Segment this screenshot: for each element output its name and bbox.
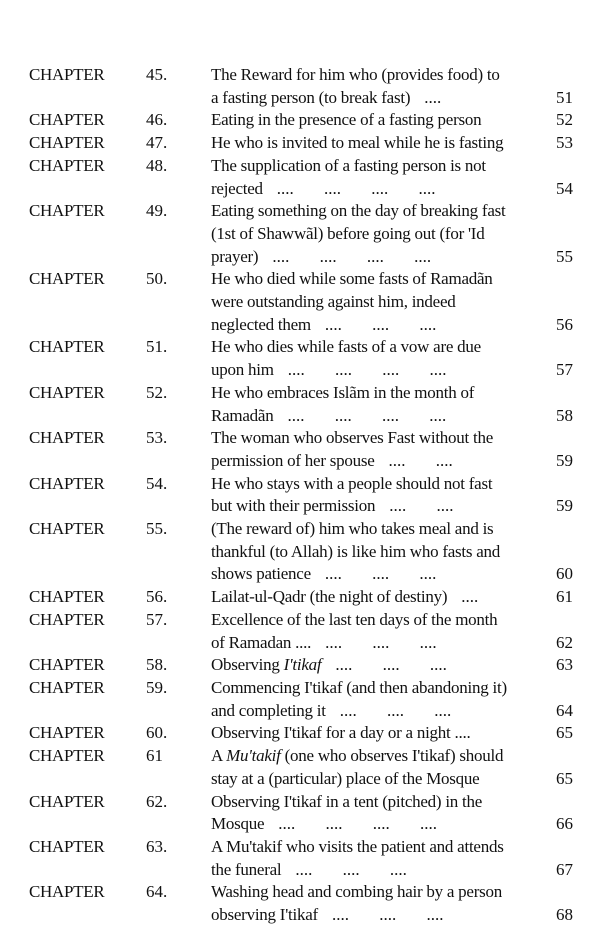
title-italic-term: I'tikaf <box>283 655 322 675</box>
chapter-label: CHAPTER <box>29 882 105 902</box>
dot-leader: .... .... .... .... <box>287 360 447 380</box>
chapter-title-line <box>211 382 537 405</box>
title-text: rejected <box>211 178 263 198</box>
chapter-number: 59. <box>146 677 168 697</box>
chapter-title <box>211 722 537 745</box>
chapter-number: 47. <box>146 133 168 153</box>
title-text: Observing I'tikaf for a day or a night .... <box>211 723 471 743</box>
chapter-title <box>211 268 537 336</box>
title-text: observing I'tikaf <box>211 905 318 925</box>
page-number: 65 <box>556 768 573 788</box>
chapter-number: 58. <box>146 655 168 675</box>
chapter-number: 62. <box>146 791 168 811</box>
chapter-title <box>211 745 537 790</box>
toc-entry <box>0 836 600 881</box>
title-text: Lailat-ul-Qadr (the night of destiny) <box>211 587 448 607</box>
title-text: Observing I'tikaf in a tent (pitched) in the <box>211 791 483 811</box>
chapter-title <box>211 64 537 109</box>
chapter-title-line <box>211 495 537 518</box>
dot-leader: .... <box>461 587 479 607</box>
toc-entry <box>0 881 600 926</box>
title-text: stay at a (particular) place of the Mosque <box>211 768 480 788</box>
dot-leader: .... .... .... .... <box>287 405 447 425</box>
chapter-title <box>211 654 537 677</box>
page-number: 57 <box>556 360 573 380</box>
toc-entry <box>0 609 600 654</box>
chapter-label: CHAPTER <box>29 428 105 448</box>
chapter-label: CHAPTER <box>29 791 105 811</box>
page-number: 60 <box>556 564 573 584</box>
toc-entry <box>0 155 600 200</box>
chapter-title <box>211 518 537 586</box>
title-text: He who stays with a people should not fast <box>211 473 493 493</box>
title-text: of Ramadan .... <box>211 632 312 652</box>
chapter-title-line <box>211 314 537 337</box>
title-lead: A <box>211 746 227 766</box>
title-text: He who dies while fasts of a vow are due <box>211 337 481 357</box>
page-number: 63 <box>556 655 573 675</box>
chapter-title <box>211 200 537 268</box>
title-italic-term: Mu'takif <box>226 746 281 766</box>
chapter-title-line <box>211 473 537 496</box>
chapter-title <box>211 791 537 836</box>
title-text: Mosque <box>211 814 265 834</box>
chapter-label: CHAPTER <box>29 133 105 153</box>
title-text: a fasting person (to break fast) <box>211 87 411 107</box>
page-number: 67 <box>556 859 573 879</box>
chapter-label: CHAPTER <box>29 836 105 856</box>
title-text: (1st of Shawwãl) before going out (for 'Id <box>211 223 485 243</box>
chapter-label: CHAPTER <box>29 655 105 675</box>
chapter-title <box>211 881 537 926</box>
toc-entry <box>0 132 600 155</box>
chapter-title-line <box>211 632 537 655</box>
title-text: but with their permission <box>211 496 376 516</box>
chapter-title-line <box>211 609 537 632</box>
page-number: 53 <box>556 133 573 153</box>
title-text: Observing <box>211 655 284 675</box>
chapter-number: 53. <box>146 428 168 448</box>
chapter-number: 49. <box>146 201 168 221</box>
chapter-title <box>211 586 537 609</box>
title-text: shows patience <box>211 564 311 584</box>
title-text: (one who observes I'tikaf) should <box>284 746 504 766</box>
title-text: neglected them <box>211 314 311 334</box>
dot-leader: .... .... .... <box>324 564 437 584</box>
dot-leader: .... .... .... .... <box>272 246 432 266</box>
chapter-label: CHAPTER <box>29 337 105 357</box>
title-text: The woman who observes Fast without the <box>211 428 494 448</box>
page-number: 68 <box>556 905 573 925</box>
chapter-number: 64. <box>146 882 168 902</box>
chapter-title <box>211 336 537 381</box>
title-text: Ramadãn <box>211 405 274 425</box>
chapter-title-line <box>211 64 537 87</box>
toc-entry <box>0 336 600 381</box>
chapter-title <box>211 109 537 132</box>
dot-leader: .... .... .... <box>339 700 452 720</box>
chapter-number: 63. <box>146 836 168 856</box>
title-text: Eating something on the day of breaking fast <box>211 201 506 221</box>
chapter-number: 56. <box>146 587 168 607</box>
chapter-title-line <box>211 541 537 564</box>
chapter-title-line <box>211 178 537 201</box>
dot-leader: .... .... <box>389 496 454 516</box>
page-number: 66 <box>556 814 573 834</box>
chapter-title-line <box>211 904 537 927</box>
page-number: 62 <box>556 632 573 652</box>
dot-leader: .... .... .... .... <box>276 178 436 198</box>
chapter-title-line <box>211 246 537 269</box>
page-number: 56 <box>556 314 573 334</box>
page-number: 65 <box>556 723 573 743</box>
title-text: the funeral <box>211 859 282 879</box>
toc-entry <box>0 722 600 745</box>
dot-leader: .... .... .... <box>295 859 407 879</box>
chapter-title-line <box>211 586 537 609</box>
chapter-title-line <box>211 336 537 359</box>
toc-entry <box>0 745 600 790</box>
toc-entry <box>0 64 600 109</box>
title-text: A Mu'takif who visits the patient and attends <box>211 836 504 856</box>
chapter-title-line <box>211 745 537 768</box>
chapter-label: CHAPTER <box>29 473 105 493</box>
chapter-number: 55. <box>146 519 168 539</box>
title-text: were outstanding against him, indeed <box>211 292 456 312</box>
dot-leader: .... <box>424 87 442 107</box>
toc-entry <box>0 518 600 586</box>
chapter-title-line <box>211 768 537 791</box>
title-text: upon him <box>211 360 274 380</box>
chapter-label: CHAPTER <box>29 587 105 607</box>
dot-leader: .... .... .... <box>335 655 447 675</box>
chapter-title-line <box>211 881 537 904</box>
chapter-title <box>211 155 537 200</box>
chapter-title-line <box>211 155 537 178</box>
title-text: The supplication of a fasting person is not <box>211 155 486 175</box>
title-text: Eating in the presence of a fasting person <box>211 110 482 130</box>
chapter-label: CHAPTER <box>29 65 105 84</box>
chapter-title-line <box>211 223 537 246</box>
toc-entry <box>0 200 600 268</box>
dot-leader: .... .... <box>388 450 453 470</box>
title-text: Excellence of the last ten days of the month <box>211 609 498 629</box>
chapter-title <box>211 836 537 881</box>
page-number: 55 <box>556 246 573 266</box>
dot-leader: .... .... .... .... <box>278 814 438 834</box>
dot-leader: .... .... .... <box>331 905 444 925</box>
chapter-label: CHAPTER <box>29 723 105 743</box>
title-text: permission of her spouse <box>211 450 375 470</box>
page-number: 61 <box>556 587 573 607</box>
chapter-title-line <box>211 836 537 859</box>
chapter-number: 57. <box>146 609 168 629</box>
chapter-number: 48. <box>146 155 168 175</box>
toc-entry <box>0 109 600 132</box>
title-text: Commencing I'tikaf (and then abandoning it) <box>211 677 507 697</box>
chapter-title-line <box>211 109 537 132</box>
chapter-label: CHAPTER <box>29 519 105 539</box>
dot-leader: .... .... .... <box>325 632 437 652</box>
chapter-label: CHAPTER <box>29 382 105 402</box>
chapter-number: 60. <box>146 723 168 743</box>
chapter-title-line <box>211 813 537 836</box>
title-text: prayer) <box>211 246 259 266</box>
chapter-title-line <box>211 291 537 314</box>
chapter-title-line <box>211 859 537 882</box>
dot-leader: .... .... .... <box>324 314 437 334</box>
chapter-number: 61 <box>146 746 163 766</box>
chapter-title-line <box>211 654 537 677</box>
chapter-label: CHAPTER <box>29 677 105 697</box>
chapter-title-line <box>211 427 537 450</box>
chapter-title-line <box>211 359 537 382</box>
title-text: thankful (to Allah) is like him who fasts and <box>211 541 501 561</box>
chapter-number: 54. <box>146 473 168 493</box>
chapter-title-line <box>211 268 537 291</box>
title-text: (The reward of) him who takes meal and is <box>211 519 494 539</box>
page-number: 52 <box>556 110 573 130</box>
chapter-label: CHAPTER <box>29 155 105 175</box>
toc-entry <box>0 654 600 677</box>
chapter-number: 50. <box>146 269 168 289</box>
chapter-title-line <box>211 132 537 155</box>
chapter-title-line <box>211 722 537 745</box>
chapter-title-line <box>211 450 537 473</box>
page-number: 58 <box>556 405 573 425</box>
chapter-title-line <box>211 563 537 586</box>
page-number: 59 <box>556 496 573 516</box>
toc-entry <box>0 473 600 518</box>
page-number: 51 <box>556 87 573 107</box>
chapter-title <box>211 382 537 427</box>
chapter-number: 52. <box>146 382 168 402</box>
chapter-number: 46. <box>146 110 168 130</box>
title-text: He who died while some fasts of Ramadãn <box>211 269 493 289</box>
toc-entry <box>0 382 600 427</box>
chapter-title-line <box>211 87 537 110</box>
chapter-number: 45. <box>146 65 168 84</box>
chapter-title <box>211 132 537 155</box>
title-text: Washing head and combing hair by a person <box>211 882 502 902</box>
page-number: 64 <box>556 700 573 720</box>
toc-entry <box>0 268 600 336</box>
title-text: and completing it <box>211 700 326 720</box>
toc-entry <box>0 427 600 472</box>
chapter-title-line <box>211 700 537 723</box>
chapter-title-line <box>211 405 537 428</box>
chapter-title <box>211 677 537 722</box>
chapter-title-line <box>211 677 537 700</box>
title-text: He who is invited to meal while he is fasting <box>211 133 504 153</box>
chapter-title <box>211 473 537 518</box>
chapter-title-line <box>211 518 537 541</box>
title-text: He who embraces Islãm in the month of <box>211 382 475 402</box>
chapter-title-line <box>211 200 537 223</box>
chapter-label: CHAPTER <box>29 110 105 130</box>
toc-entry <box>0 677 600 722</box>
table-of-contents <box>0 64 600 927</box>
chapter-label: CHAPTER <box>29 201 105 221</box>
chapter-title-line <box>211 791 537 814</box>
chapter-number: 51. <box>146 337 168 357</box>
chapter-label: CHAPTER <box>29 609 105 629</box>
toc-entry <box>0 586 600 609</box>
page-number: 59 <box>556 450 573 470</box>
chapter-label: CHAPTER <box>29 746 105 766</box>
chapter-label: CHAPTER <box>29 269 105 289</box>
chapter-title <box>211 427 537 472</box>
title-text: The Reward for him who (provides food) to <box>211 65 500 84</box>
toc-entry <box>0 791 600 836</box>
chapter-title <box>211 609 537 654</box>
page-number: 54 <box>556 178 573 198</box>
